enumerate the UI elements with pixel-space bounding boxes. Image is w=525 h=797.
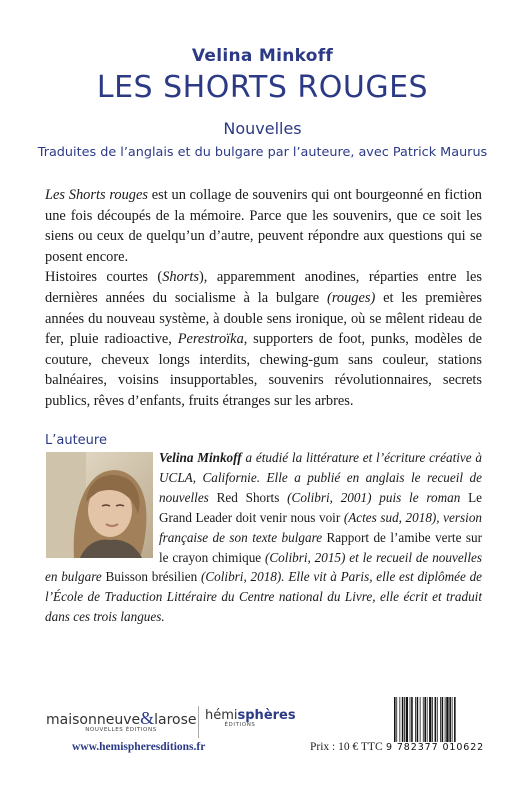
logo-divider bbox=[198, 706, 199, 738]
bio-book-rapport-amibe: Rapport de l’amibe verte sur le crayon chimique bbox=[159, 529, 482, 565]
barcode-bar bbox=[394, 697, 396, 742]
bio-text-5: (Colibri, 2018). Elle vit à Paris, elle est diplômée de l’École de Traduction Littéraire du Centre national du Livre, elle écrit et traduit dans ces trois langues. bbox=[45, 569, 483, 625]
blurb-perestroika-word: Perestroïka bbox=[177, 331, 244, 348]
blurb bbox=[45, 185, 482, 412]
barcode-bar bbox=[399, 697, 400, 742]
logo-nouvelles-editions: NOUVELLES ÉDITIONS bbox=[85, 727, 157, 733]
logo-ampersand: & bbox=[140, 708, 155, 728]
barcode-bar bbox=[454, 697, 456, 742]
barcode-bar bbox=[396, 697, 397, 742]
website-link[interactable]: www.hemispheresditions.fr bbox=[72, 741, 206, 753]
barcode-bar bbox=[424, 697, 426, 742]
book-subtitle: Nouvelles bbox=[223, 119, 302, 138]
barcode-bar bbox=[429, 697, 431, 742]
barcode-bar bbox=[432, 697, 433, 742]
blurb-rouges-word: (rouges) bbox=[327, 289, 376, 306]
author-name: Velina Minkoff bbox=[191, 46, 334, 66]
translators-line: Traduites de l’anglais et du bulgare par l’auteure, avec Patrick Maurus bbox=[37, 145, 488, 160]
logo-editions-text: ÉDITIONS bbox=[224, 722, 256, 728]
blurb-book-title: Les Shorts rouges bbox=[45, 187, 148, 203]
blurb-paragraph-1 bbox=[45, 185, 482, 267]
bio-text-4: (Colibri, 2015) et le recueil de nouvelles en bulgare bbox=[45, 549, 482, 585]
blurb-paragraph-2 bbox=[45, 267, 482, 411]
bio-book-red-shorts: Red Shorts bbox=[216, 489, 280, 505]
logo-spheres-text: sphères bbox=[237, 708, 296, 723]
maisonneuve-larose-logo bbox=[46, 708, 196, 733]
blurb-p2-text-c: et les premières années du nouveau système, à double sens ironique, où se mêlent rideau de fer, pluie radioactive, bbox=[45, 289, 482, 348]
barcode-bar bbox=[415, 697, 416, 742]
barcode-bar bbox=[452, 697, 453, 742]
barcode-bar bbox=[410, 697, 411, 742]
barcode-bar bbox=[435, 697, 437, 742]
bio-author-name: Velina Minkoff bbox=[159, 450, 242, 465]
barcode-bar bbox=[427, 697, 428, 742]
price-label: Prix : 10 € TTC bbox=[310, 741, 383, 753]
barcode-bar bbox=[417, 697, 419, 742]
bio-book-grand-leader: Le Grand Leader doit venir nous voir bbox=[159, 489, 482, 525]
book-title: LES SHORTS ROUGES bbox=[96, 70, 429, 105]
bio-book-buisson: Buisson brésilien bbox=[105, 569, 198, 585]
barcode-bar bbox=[445, 697, 446, 742]
isbn-barcode bbox=[394, 697, 478, 742]
barcode-bar bbox=[406, 697, 408, 742]
blurb-shorts-word: Shorts bbox=[162, 269, 200, 286]
author-bio bbox=[45, 448, 482, 627]
barcode-bar bbox=[411, 697, 413, 742]
barcode-bar bbox=[437, 697, 438, 742]
barcode-bar bbox=[449, 697, 451, 742]
logo-larose-text: larose bbox=[154, 712, 197, 728]
logo-maisonneuve-text: maisonneuve bbox=[46, 712, 141, 728]
hemispheres-logo bbox=[205, 708, 296, 728]
bio-text-2: (Colibri, 2001) puis le roman bbox=[279, 489, 469, 505]
logo-hemi-text: hémi bbox=[205, 708, 238, 723]
blurb-p1-text: est un collage de souvenirs qui ont bourgeonné en fiction une fois découpés de la mémoire. Parce que les souvenirs, que ce soit les siens ou ceux de quelqu’un d’autre, peuvent répondre aux questions qui se posent encore. bbox=[45, 187, 482, 265]
isbn-number: 9 782377 010622 bbox=[386, 742, 485, 753]
barcode-bar bbox=[446, 697, 448, 742]
barcode-bar bbox=[404, 697, 405, 742]
barcode-bar bbox=[420, 697, 421, 742]
blurb-p2-text-b: ), apparemment anodines, réparties entre les dernières années du socialisme à la bulgare bbox=[45, 269, 482, 306]
about-author-heading: L’auteure bbox=[45, 433, 107, 448]
blurb-p2-text-a: Histoires courtes ( bbox=[45, 269, 163, 286]
photo-spacer bbox=[45, 448, 159, 566]
barcode-bar bbox=[423, 697, 424, 742]
bio-text-3: (Actes sud, 2018), version française de son texte bulgare bbox=[159, 509, 483, 545]
bio-text-1: a étudié la littérature et l’écriture créative à UCLA, Californie. Elle a publié en anglais le recueil de nouvelles bbox=[159, 450, 482, 505]
blurb-p2-text-d: , supporters de foot, punks, modèles de couture, cheveux longs interdits, chewing-gum sans couleur, stations balnéaires, voisins insupportables, souvenirs révolutionnaires, secrets publics, rêves d’enfants, fruits étranges sur les arbres. bbox=[45, 331, 482, 409]
barcode-bar bbox=[402, 697, 404, 742]
barcode-bar bbox=[442, 697, 444, 742]
barcode-bar bbox=[440, 697, 441, 742]
